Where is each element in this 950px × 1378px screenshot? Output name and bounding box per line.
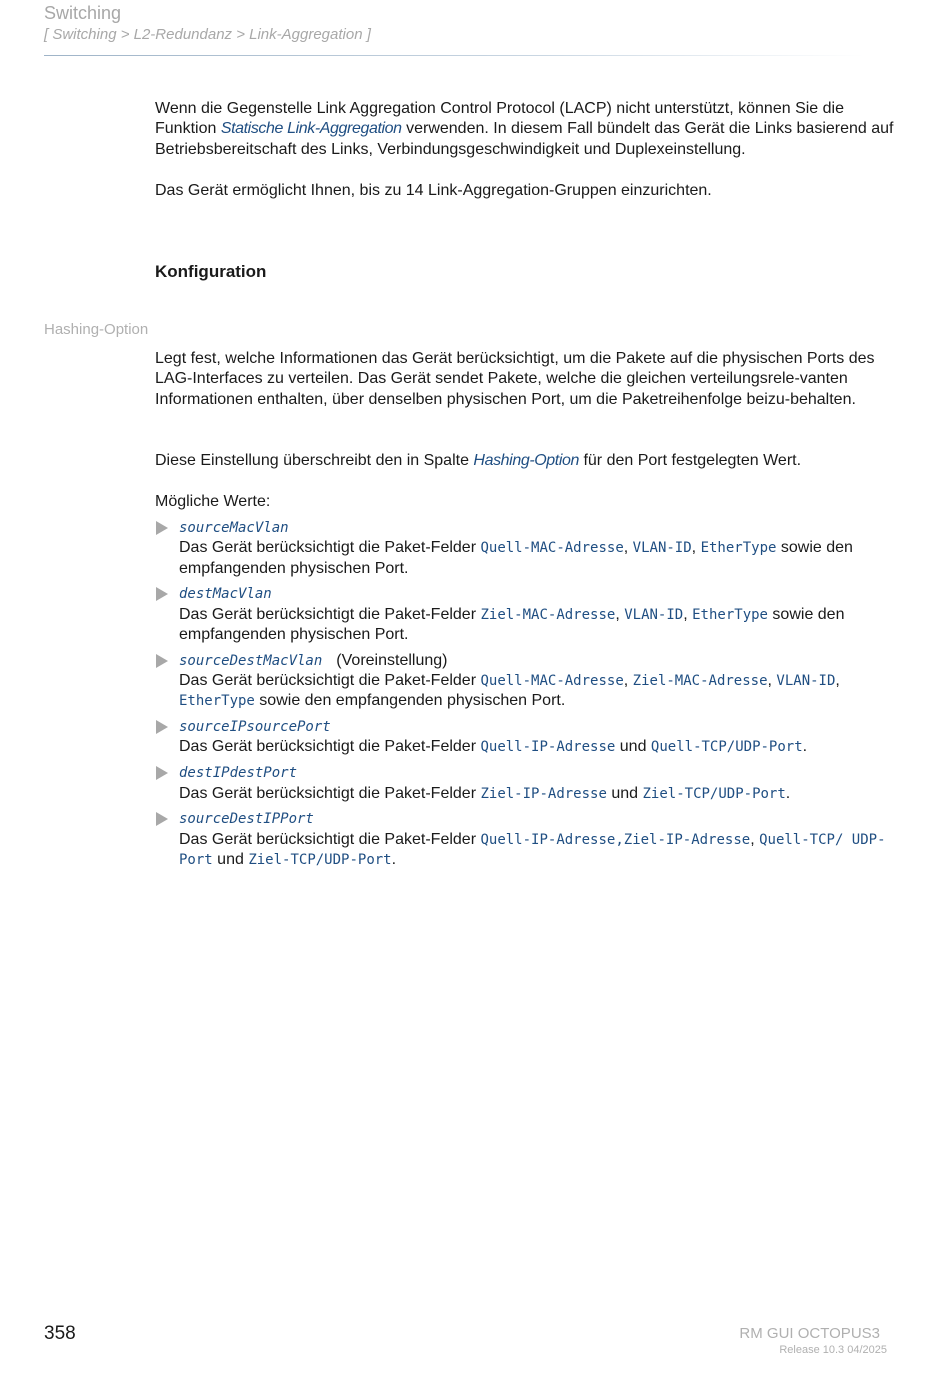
breadcrumb: [ Switching > L2-Redundanz > Link-Aggregation ] — [44, 26, 371, 43]
bullet-triangle-icon — [156, 720, 168, 734]
values-list — [155, 518, 895, 876]
value-desc-lead: Das Gerät berücksichtigt die Paket-Felder — [179, 672, 481, 690]
separator: , — [623, 539, 633, 557]
field-name: Quell-MAC-Adresse — [480, 540, 624, 557]
value-desc-lead: Das Gerät berücksichtigt die Paket-Felder — [179, 605, 481, 623]
value-desc-lead: Das Gerät berücksichtigt die Paket-Felder — [179, 830, 481, 848]
field-name: Quell-IP-Adresse, — [480, 831, 624, 848]
intro-paragraph-1 — [155, 99, 895, 160]
hashing-option-link[interactable]: Hashing-Option — [473, 452, 579, 469]
field-name: Ziel-IP-Adresse — [623, 831, 751, 848]
field-name: Ziel-IP-Adresse — [480, 785, 607, 802]
field-name: Ziel-TCP/UDP-Port — [642, 785, 786, 802]
separator: , — [623, 672, 633, 690]
value-name: sourceIPsourcePort — [179, 719, 331, 736]
separator: , — [683, 605, 693, 623]
value-name: destIPdestPort — [179, 765, 298, 782]
field-name: Ziel-TCP/UDP-Port — [248, 851, 392, 868]
static-lag-link[interactable]: Statische Link-Aggregation — [220, 120, 402, 138]
field-name: EtherType — [179, 693, 255, 710]
bullet-triangle-icon — [156, 654, 168, 668]
separator: , — [750, 830, 760, 848]
intro-text-a: Wenn die Gegenstelle Link Aggregation Control Protocol (LACP) nicht unterstützt, können Sie die Funktion — [155, 100, 844, 138]
values-label-text: Mögliche Werte: — [155, 493, 271, 510]
separator: und — [615, 738, 651, 756]
value-name: sourceMacVlan — [179, 520, 289, 536]
footer-document-name: RM GUI OCTOPUS3 — [739, 1325, 880, 1342]
value-desc-tail: . — [802, 738, 808, 756]
intro-text-b: verwenden. In diesem Fall bündelt das Gerät die Links basierend auf Betriebsbereitschaft des Links, Verbindungsgeschwindigkeit und Duplexeinstellung. — [155, 120, 894, 158]
intro-paragraph-2 — [155, 181, 895, 201]
separator: , — [615, 605, 625, 623]
values-label — [155, 492, 895, 512]
field-name: VLAN-ID — [776, 673, 836, 690]
field-name: Quell-TCP/UDP-Port — [650, 739, 803, 756]
override-text-a: Diese Einstellung überschreibt den in Spalte — [155, 452, 474, 469]
separator: , — [835, 672, 840, 690]
list-item — [155, 651, 895, 712]
list-item — [155, 763, 895, 804]
field-name: Quell-MAC-Adresse — [480, 673, 624, 690]
value-desc-tail: sowie den empfangenden physischen Port. — [179, 539, 853, 577]
list-item — [155, 518, 895, 579]
field-name: Quell-IP-Adresse — [480, 739, 616, 756]
value-name: destMacVlan — [179, 586, 272, 603]
separator: und — [212, 850, 249, 868]
field-name: VLAN-ID — [624, 606, 684, 623]
list-item — [155, 717, 895, 758]
hashing-desc-text: Legt fest, welche Informationen das Gerät berücksichtigt, um die Pakete auf die physischen Ports des LAG-Interfaces zu verteilen. Das Gerät sendet Pakete, welche die gleichen verteilungsrele-vanten Informationen enthalten, über denselben physischen Port, um die Paketreihenfolge beizu-behalten. — [155, 350, 875, 408]
default-note: (Voreinstellung) — [336, 651, 448, 669]
separator: , — [691, 539, 701, 557]
side-label: Hashing-Option — [44, 321, 149, 338]
intro-text-2: Das Gerät ermöglicht Ihnen, bis zu 14 Link-Aggregation-Gruppen einzurichten. — [155, 182, 712, 199]
list-item — [155, 809, 895, 870]
bullet-triangle-icon — [156, 812, 168, 826]
value-desc-tail: . — [785, 784, 791, 802]
field-name: EtherType — [692, 606, 768, 623]
separator: , — [767, 672, 777, 690]
field-name: Ziel-MAC-Adresse — [480, 606, 616, 623]
value-desc-tail: sowie den empfangenden physischen Port. — [179, 605, 845, 643]
bullet-triangle-icon — [156, 766, 168, 780]
footer-release: Release 10.3 04/2025 — [779, 1344, 887, 1356]
page-number: 358 — [44, 1323, 76, 1344]
value-name: sourceDestIPPort — [179, 811, 314, 828]
bullet-triangle-icon — [156, 587, 168, 601]
field-name: Quell-TCP/ UDP-Port — [179, 831, 886, 868]
field-name: Ziel-MAC-Adresse — [632, 673, 768, 690]
value-desc-tail: . — [391, 850, 397, 868]
field-name: VLAN-ID — [632, 540, 692, 557]
value-desc-lead: Das Gerät berücksichtigt die Paket-Felder — [179, 539, 481, 557]
header-divider — [44, 55, 864, 56]
list-item — [155, 584, 895, 645]
separator: und — [606, 784, 643, 802]
chapter-title: Switching — [44, 3, 122, 23]
section-heading: Konfiguration — [155, 262, 267, 281]
value-desc-tail: sowie den empfangenden physischen Port. — [254, 692, 566, 710]
value-desc-lead: Das Gerät berücksichtigt die Paket-Felder — [179, 784, 481, 802]
bullet-triangle-icon — [156, 521, 168, 535]
field-name: EtherType — [700, 540, 777, 557]
value-name: sourceDestMacVlan — [179, 652, 323, 669]
value-desc-lead: Das Gerät berücksichtigt die Paket-Felder — [179, 738, 481, 756]
hashing-description — [155, 349, 895, 410]
override-paragraph — [155, 451, 895, 471]
override-text-b: für den Port festgelegten Wert. — [579, 452, 802, 469]
